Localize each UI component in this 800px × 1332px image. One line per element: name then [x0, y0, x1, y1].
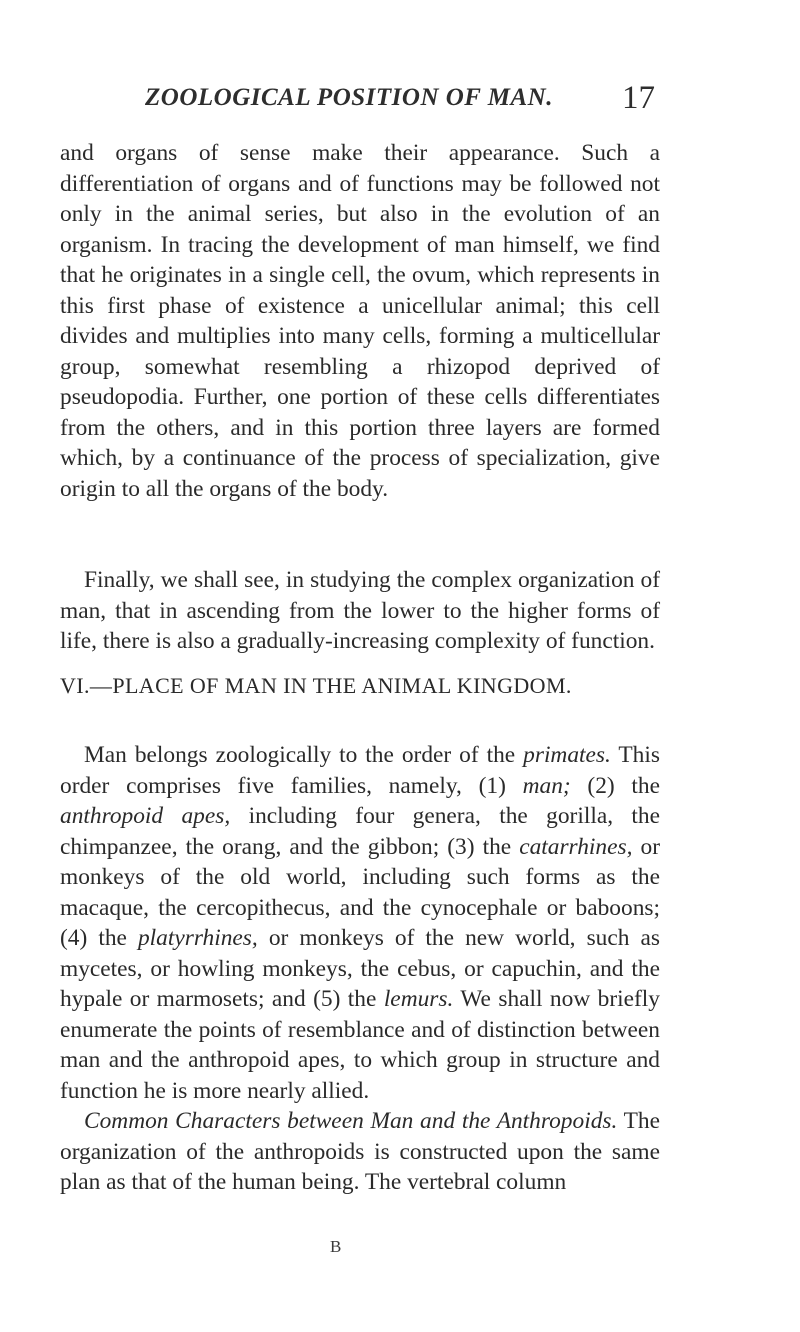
italic-subheading: Common Characters between Man and the Anthropoids. [84, 1108, 618, 1134]
text-run: including four genera, the gorilla, the chimpanzee, the orang, and the gibbon; (3) the [60, 803, 661, 860]
text-run: The organization of the anthropoids is constructed upon the same plan as that of the human being. The vertebral column [60, 1108, 660, 1195]
running-title: ZOOLOGICAL POSITION OF MAN. [145, 84, 553, 111]
paragraph-continuation [60, 138, 660, 504]
italic-term: platyrrhines, [137, 925, 258, 951]
italic-term: man; [522, 772, 571, 799]
italic-term: catarrhines, [519, 833, 633, 860]
text-run: This order comprises five families, namely, (1) [60, 742, 660, 799]
signature-mark: B [330, 1237, 342, 1256]
text-run: (2) the [570, 772, 661, 799]
section-heading: VI.—PLACE OF MAN IN THE ANIMAL KINGDOM. [60, 673, 572, 698]
paragraph-text: Finally, we shall see, in studying the complex organization of man, that in ascending from the lower to the higher forms of life, there is also a gradually-increasing complexity of function. [60, 567, 660, 654]
italic-term: anthropoid apes, [60, 803, 231, 829]
page-number: 17 [622, 80, 655, 116]
italic-term: lemurs. [383, 986, 454, 1012]
paragraph-finally [60, 565, 660, 657]
paragraph-place-of-man [60, 740, 660, 1198]
text-run: We shall now briefly enumerate the points of resemblance and of distinction between man and the anthropoid apes, to which group in structure and function he is more nearly allied. [60, 986, 660, 1104]
text-run: Man belongs zoologically to the order of the [84, 742, 524, 768]
text-run: or monkeys of the new world, such as mycetes, or howling monkeys, the cebus, or capuchin, and the hypale or marmosets; and (5) the [60, 925, 660, 1012]
text-run: or monkeys of the old world, including such forms as the macaque, the cercopithecus, and the cynocephale or baboons; (4) the [60, 833, 660, 951]
running-head [145, 80, 655, 124]
paragraph-text [60, 740, 660, 1106]
paragraph-common-characters [60, 1106, 660, 1198]
paragraph-text: and organs of sense make their appearance. Such a differentiation of organs and of functions may be followed not only in the animal series, but also in the evolution of an organism. In tracing the development of man himself, we find that he originates in a single cell, the ovum, which represents in this first phase of existence a unicellular animal; this cell divides and multiplies into many cells, forming a multicellular group, somewhat resembling a rhizopod deprived of pseudopodia. Further, one portion of these cells differentiates from the others, and in this portion three layers are formed which, by a continuance of the process of specialization, give origin to all the organs of the body. [60, 140, 660, 502]
italic-term: primates. [523, 742, 611, 768]
